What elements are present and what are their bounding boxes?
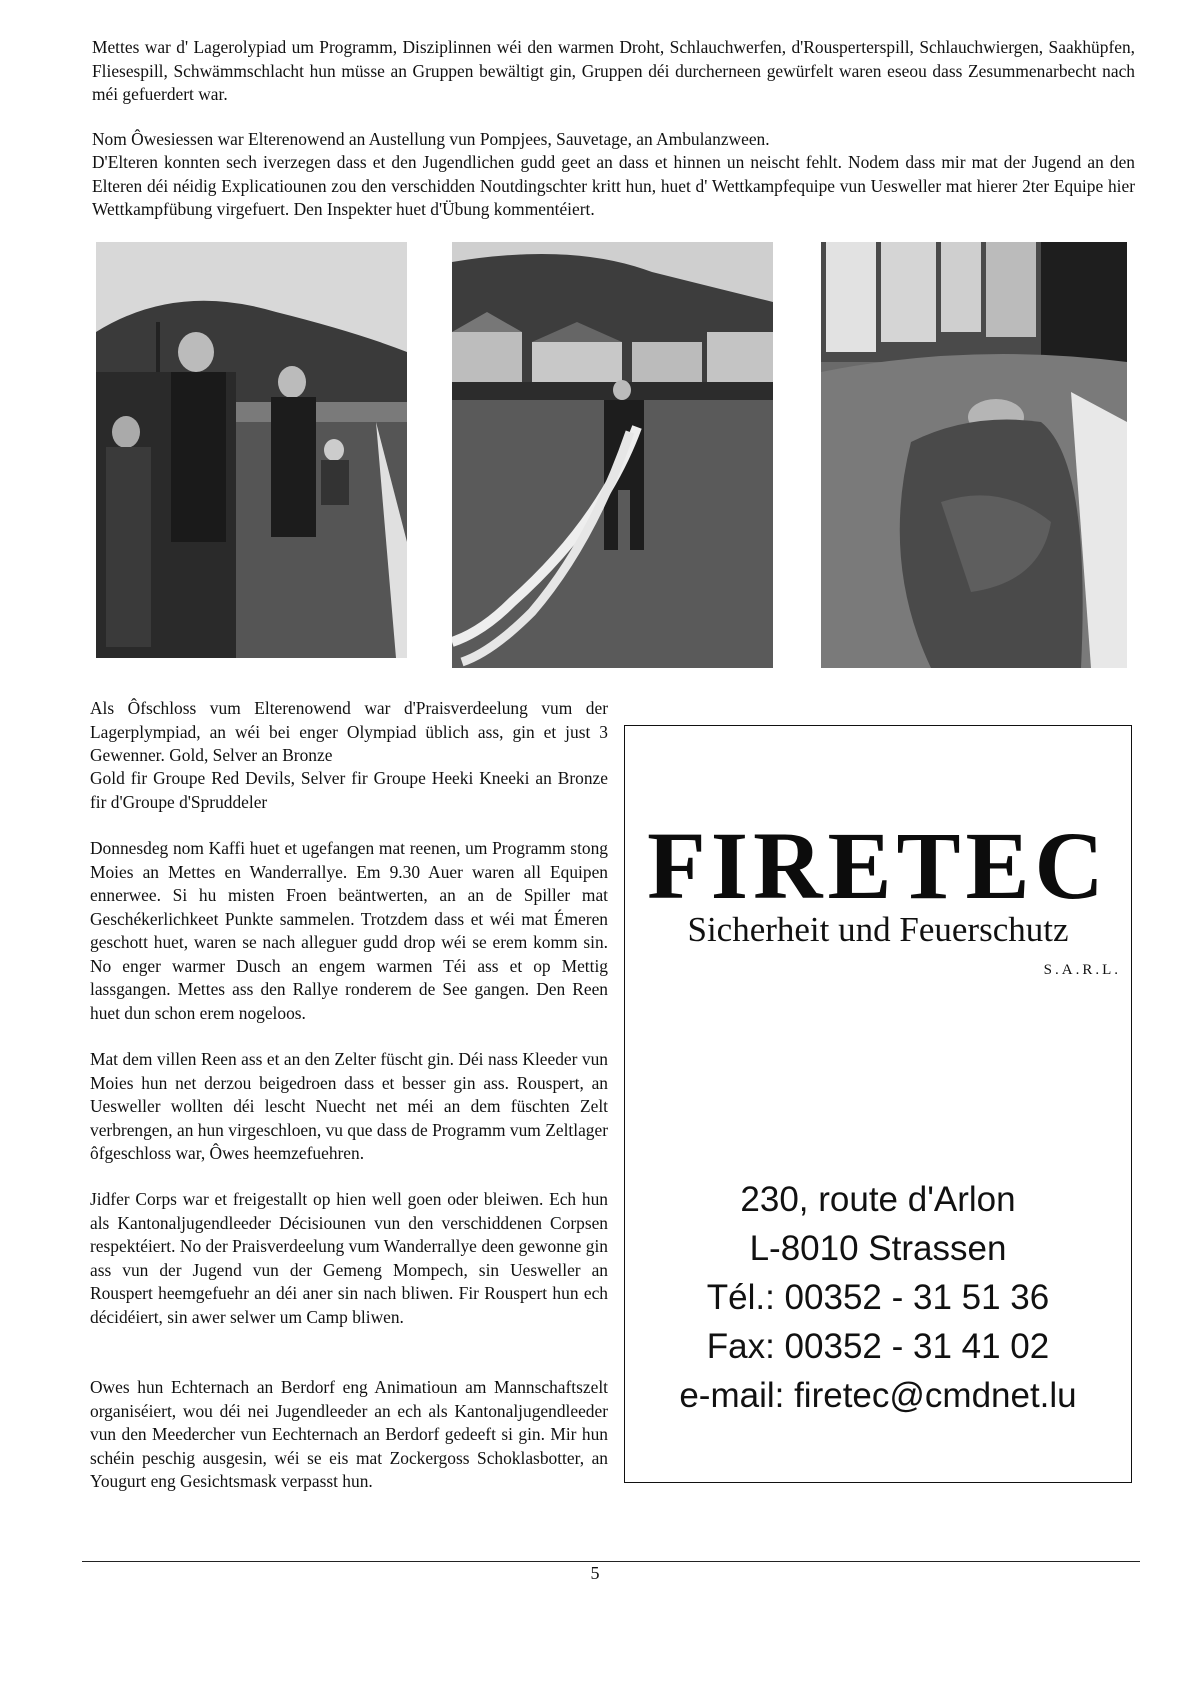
ad-address: 230, route d'Arlon <box>740 1180 1016 1219</box>
firetec-advertisement <box>624 725 1132 1483</box>
intro-paragraph-2a: Nom Ôwesiessen war Elterenowend an Austellung vun Pompjees, Sauvetage, an Ambulanzween. <box>92 129 770 149</box>
ad-city: L-8010 Strassen <box>749 1229 1007 1268</box>
footer-rule <box>82 1561 1140 1562</box>
intro-paragraph-2b: D'Elteren konnten sech iverzegen dass et den Jugendlichen gudd geet an dass et hinnen un neischt fehlt. Nodem dass mir mat der Jugend an den Elteren déi néidig Explicatiounen zou den verschidden Noutdingschter kritt hun, huet d' Wettkampfequipe vun Uesweller mat hierer 2ter Equipe hier Wettkampfübung virgefuert. Den Inspekter huet d'Übung kommentéiert. <box>92 152 1135 219</box>
page-number: 5 <box>590 1563 600 1583</box>
prize-paragraph: Als Ôfschloss vum Elterenowend war d'Praisverdeelung vum der Lagerplympiad, an wéi bei enger Olympiad üblich ass, gin et just 3 Gewenner. Gold, Selver an Bronze <box>90 698 608 765</box>
sleeping-in-tent-photo <box>821 242 1127 668</box>
ad-brand-name: FIRETEC <box>647 812 1109 919</box>
corps-decision-paragraph: Jidfer Corps war et freigestallt op hien well goen oder bleiwen. Ech hun als Kantonaljugendleeder Décisiounen vun den verschiddenen Corpsen respektéiert. No der Praisverdeelung vum Wanderrallye deen gewonne gin ass vun der Jugend vun der Gemeng Mompech, sin Uesweller an Rouspert heemgefuehr an déi aner sin nach bliwen. Fir Rouspert hun ech décidéiert, sin awer selwer um Camp bliwen. <box>90 1189 608 1327</box>
intro-paragraph-1: Mettes war d' Lagerolypiad um Programm, Disziplinnen wéi den warmen Droht, Schlauchwerfen, d'Rousperterspill, Schlauchwiergen, Saakhüpfen, Fliesespill, Schwämmschlacht hun müsse an Gruppen bewältigt gin, Gruppen déi durcherneen gewürfelt waren eseou dass Zesummenarbecht nach méi gefuerdert war. <box>92 37 1135 104</box>
rain-tents-paragraph: Mat dem villen Reen ass et an den Zelter füscht gin. Déi nass Kleeder vun Moies hun net derzou beigedroen dass et besser gin ass. Rouspert, an Uesweller wollten déi lescht Nuecht net méi an dem füschten Zelt verbrengen, an hun virgeschloen, vu que dass de Programm vum Zeltlager ôfgeschloss war, Ôwes heemzefuehren. <box>90 1049 608 1163</box>
ad-phone: Tél.: 00352 - 31 51 36 <box>706 1278 1050 1317</box>
prize-winners-paragraph: Gold fir Groupe Red Devils, Selver fir Groupe Heeki Kneeki an Bronze fir d'Groupe d'Spruddeler <box>90 768 608 812</box>
evening-animation-paragraph: Owes hun Echternach an Berdorf eng Animatioun am Mannschaftszelt organiséiert, wou déi nei Jugendleeder an ech als Kantonaljugendleeder vun den Meedercher vun Eechternach an Berdorf gedeeft si gin. Mir hun schéin peschig ausgesin, wéi se eis mat Zockergoss Schoklasbotter, an Yougurt eng Gesichtsmask verpasst hun. <box>90 1377 608 1491</box>
hose-demonstration-photo <box>452 242 773 668</box>
ad-fax: Fax: 00352 - 31 41 02 <box>706 1327 1050 1366</box>
ad-tagline: Sicherheit und Feuerschutz <box>687 910 1069 949</box>
ad-legal-form: S.A.R.L. <box>1043 962 1121 978</box>
ad-email: e-mail: firetec@cmdnet.lu <box>679 1376 1077 1415</box>
thursday-paragraph: Donnesdeg nom Kaffi huet et ugefangen mat reenen, um Programm stong Moies an Mettes en Wanderrallye. Em 9.30 Auer waren all Equipen ennerwee. Si hu misten Froen beäntwerten, an an de Spiller mat Geschékerlichkeet Punkte sammelen. Trotzdem dass et wéi mat Émeren geschott huet, waren se nach alleguer gudd drop wéi se erem komm sin. No enger warmer Dusch an engem warmen Téi ass et op Mettig lassgangen. Mettes ass den Rallye ronderem de See gangen. Den Reen huet dun schon erem nogeloos. <box>90 838 608 1023</box>
firefighters-speaking-photo <box>96 242 407 658</box>
